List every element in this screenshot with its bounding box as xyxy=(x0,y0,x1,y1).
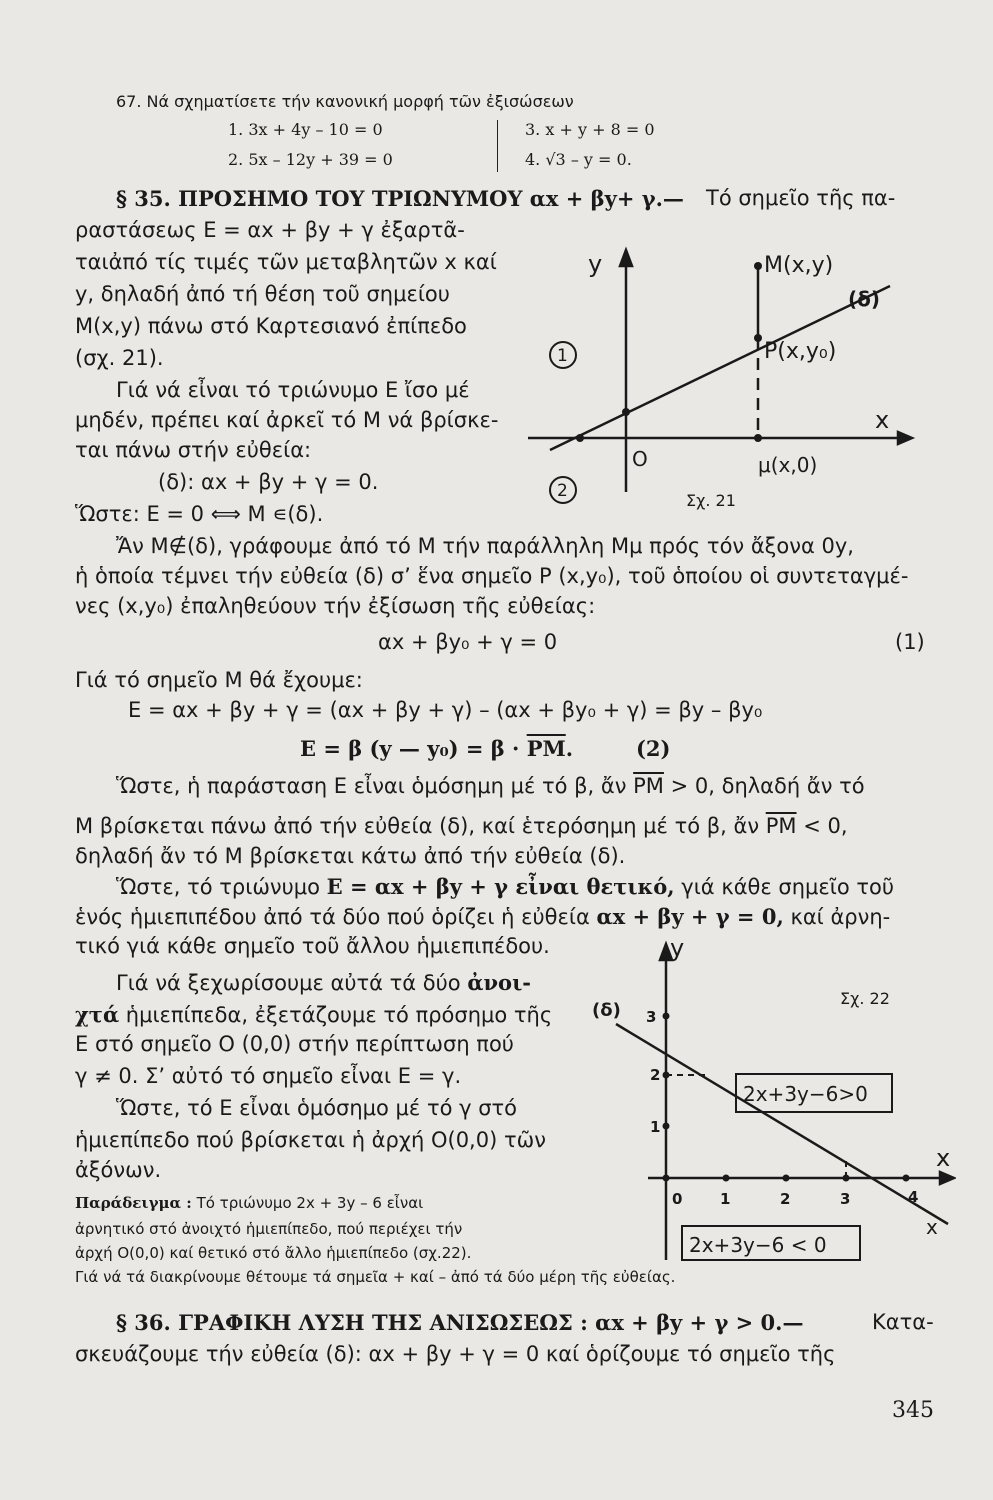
text-part: < 0, xyxy=(796,814,848,838)
fig22-x-label: x xyxy=(936,1144,951,1172)
figure-21 xyxy=(520,230,920,515)
text-line: μηδέν, πρέπει καί ἀρκεῖ τό Μ νά βρίσκε- xyxy=(75,408,499,432)
y-intercept-dot xyxy=(622,408,630,416)
text-line: Γιά τό σημεῖο Μ θά ἔχουμε: xyxy=(75,668,363,692)
text-bold: ἀνοι- xyxy=(467,970,531,995)
text-line xyxy=(116,970,531,995)
y-axis-arrow xyxy=(620,250,632,266)
fig22-x-tick: 2 xyxy=(780,1190,791,1208)
text-line: σκευάζουμε τήν εὐθεία (δ): αx + βy + γ = 0 καί ὁρίζουμε τό σημεῖο τῆς xyxy=(75,1342,836,1366)
text-line: ται πάνω στήν εὐθεία: xyxy=(75,438,312,462)
text-part: Ὥστε, ἡ παράσταση Ε εἶναι ὁμόσημη μέ τό β, ἄν xyxy=(116,774,634,798)
equation-2-vector: $\overline{PM}$ xyxy=(526,736,566,761)
text-line: ταιἀπό τίς τιμές τῶν μεταβλητῶν x καί xyxy=(75,250,497,274)
fig22-box-negative-text: 2x+3y−6 < 0 xyxy=(689,1233,827,1257)
text-line: δηλαδή ἄν τό Μ βρίσκεται κάτω ἀπό τήν εὐθεία (δ). xyxy=(75,844,626,868)
text-line: Ὥστε, τό Ε εἶναι ὁμόσημο μέ τό γ στό xyxy=(116,1096,518,1120)
text-bold: αx + βy + γ = 0, xyxy=(596,904,784,929)
text-line xyxy=(75,904,890,929)
fig22-y-label: y xyxy=(670,934,685,962)
figure-22 xyxy=(588,930,956,1272)
text-line: Ε στό σημεῖο Ο (0,0) στήν περίπτωση πού xyxy=(75,1032,514,1056)
fig22-x-tick: 4 xyxy=(908,1188,919,1206)
example-line xyxy=(75,1194,423,1212)
tick-dot xyxy=(663,1013,670,1020)
exercise-eq-4: 4. √3 – y = 0. xyxy=(525,150,632,169)
exercise-eq-1: 1. 3x + 4y – 10 = 0 xyxy=(228,120,383,139)
text-line xyxy=(75,1002,552,1027)
fig22-y-tick: 3 xyxy=(646,1008,657,1026)
fig22-x-tick: 0 xyxy=(672,1190,683,1208)
fig21-region-2-label: 2 xyxy=(557,481,568,501)
text-line: Ἄν Μ∉(δ), γράφουμε ἀπό τό Μ τήν παράλληλη Μμ πρός τόν ἄξονα 0y, xyxy=(116,534,854,558)
x-axis-arrow xyxy=(940,1172,954,1184)
fig22-x-tick: 3 xyxy=(840,1190,851,1208)
fig22-line-label: (δ) xyxy=(592,1000,621,1021)
fig21-region-1-label: 1 xyxy=(557,346,568,366)
equation-2-number: (2) xyxy=(636,736,671,761)
text-bold: Ε = αx + βy + γ εἶναι θετικό, xyxy=(326,874,675,899)
fig22-line-end-label: x xyxy=(926,1215,938,1239)
text-line: Γιά νά εἶναι τό τριώνυμο Ε ἴσο μέ xyxy=(116,378,470,402)
point-M-dot xyxy=(754,262,762,270)
text-line: ἡ ὁποία τέμνει τήν εὐθεία (δ) σ’ ἕνα σημεῖο Ρ (x,y₀), τοῦ ὁποίου οἱ συντεταγμέ- xyxy=(75,564,909,588)
section-35-line1-tail: Τό σημεῖο τῆς πα- xyxy=(706,186,896,210)
tick-dot xyxy=(783,1175,790,1182)
fig21-origin-label: O xyxy=(632,447,648,471)
text-line: γ ≠ 0. Σ’ αὐτό τό σημεῖο εἶναι Ε = γ. xyxy=(75,1064,462,1088)
text-bold: χτά xyxy=(75,1002,120,1027)
fig21-y-label: y xyxy=(588,250,603,278)
line-equation: (δ): αx + βy + γ = 0. xyxy=(158,470,379,494)
equation-1-number: (1) xyxy=(895,630,925,654)
tick-dot xyxy=(663,1072,670,1079)
fig22-y-tick: 2 xyxy=(650,1066,661,1084)
point-mu-dot xyxy=(754,434,762,442)
text-part: Ὥστε, τό τριώνυμο xyxy=(116,875,327,899)
exercise-eq-2: 2. 5x – 12y + 39 = 0 xyxy=(228,150,393,169)
example-line: ἀρχή Ο(0,0) καί θετικό στό ἄλλο ἡμιεπίπεδο (σχ.22). xyxy=(75,1244,472,1262)
text-line xyxy=(116,874,894,899)
page-number: 345 xyxy=(892,1398,934,1423)
text-part: ἡμιεπίπεδα, ἐξετάζουμε τό πρόσημο τῆς xyxy=(119,1003,553,1027)
exercise-67-heading: 67. Νά σχηματίσετε τήν κανονική μορφή τῶν ἐξισώσεων xyxy=(116,92,574,111)
fig22-y-tick: 1 xyxy=(650,1118,661,1136)
example-line: Γιά νά τά διακρίνουμε θέτουμε τά σημεῖα + καί – ἀπό τά δύο μέρη τῆς εὐθείας. xyxy=(75,1268,676,1286)
fig21-line-label: (δ) xyxy=(848,287,881,311)
fig21-point-mu-label: μ(x,0) xyxy=(758,453,818,477)
text-part: καί ἀρνη- xyxy=(783,905,891,929)
fig22-x-tick: 1 xyxy=(720,1190,731,1208)
equation-long: Ε = αx + βy + γ = (αx + βy + γ) – (αx + βy₀ + γ) = βy – βy₀ xyxy=(128,698,763,722)
x-intercept-dot xyxy=(576,434,584,442)
text-line: ἡμιεπίπεδο πού βρίσκεται ἡ ἀρχή Ο(0,0) τῶν xyxy=(75,1128,546,1152)
text-line: νες (x,y₀) ἐπαληθεύουν τήν ἐξίσωση τῆς εὐθείας: xyxy=(75,594,596,618)
x-axis-arrow xyxy=(898,432,912,444)
text-part: Τό τριώνυμο 2x + 3y – 6 εἶναι xyxy=(191,1194,424,1212)
fig21-caption: Σχ. 21 xyxy=(686,491,736,510)
text-part: ἑνός ἡμιεπιπέδου ἀπό τά δύο πού ὁρίζει ἡ εὐθεία xyxy=(75,905,597,929)
equation-2-end: . xyxy=(565,736,574,761)
equation-2-part: Ε = β (y — y₀) = β · xyxy=(300,736,527,761)
fig21-x-label: x xyxy=(875,406,890,434)
text-line: (σχ. 21). xyxy=(75,346,164,370)
tick-dot xyxy=(723,1175,730,1182)
fig21-point-M-label: M(x,y) xyxy=(764,253,834,278)
fig22-box-positive-text: 2x+3y−6>0 xyxy=(743,1082,868,1106)
section-36-title: § 36. ΓΡΑΦΙΚΗ ΛΥΣΗ ΤΗΣ ΑΝΙΣΩΣΕΩΣ : αx + βy + γ > 0.— xyxy=(116,1310,804,1335)
tick-dot xyxy=(663,1123,670,1130)
text-part: Γιά νά ξεχωρίσουμε αὐτά τά δύο xyxy=(116,971,468,995)
equation-1: αx + βy₀ + γ = 0 xyxy=(378,630,558,654)
fig22-caption: Σχ. 22 xyxy=(840,989,890,1008)
text-line: ραστάσεως Ε = αx + βy + γ ἐξαρτᾶ- xyxy=(75,218,465,242)
exercise-eq-3: 3. x + y + 8 = 0 xyxy=(525,120,655,139)
section-35-title: § 35. ΠΡΟΣΗΜΟ ΤΟΥ ΤΡΙΩΝΥΜΟΥ αx + βy+ γ.— xyxy=(116,186,684,211)
text-line: y, δηλαδή ἀπό τή θέση τοῦ σημείου xyxy=(75,282,450,306)
text-line: Μ(x,y) πάνω στό Καρτεσιανό ἐπίπεδο xyxy=(75,314,467,338)
equivalence-line: Ὥστε: Ε = 0 ⟺ Μ ∊(δ). xyxy=(75,502,324,526)
text-line: ἀξόνων. xyxy=(75,1158,162,1182)
line-delta xyxy=(550,286,890,450)
section-36-tail: Κατα- xyxy=(872,1310,934,1334)
example-line: ἀρνητικό στό ἀνοιχτό ἡμιεπίπεδο, πού περιέχει τήν xyxy=(75,1220,463,1238)
text-part: > 0, δηλαδή ἄν τό xyxy=(663,774,865,798)
point-P-dot xyxy=(754,334,762,342)
tick-dot xyxy=(843,1175,850,1182)
vector-PM: $\overline{PM}$ xyxy=(633,774,664,798)
vector-PM: $\overline{PM}$ xyxy=(765,814,797,838)
exercise-divider xyxy=(497,120,498,172)
example-label: Παράδειγμα : xyxy=(75,1194,192,1212)
text-line xyxy=(75,814,848,838)
equation-2 xyxy=(300,736,573,761)
tick-dot xyxy=(903,1175,910,1182)
fig21-point-P-label: P(x,y₀) xyxy=(764,339,837,364)
text-line: τικό γιά κάθε σημεῖο τοῦ ἄλλου ἡμιεπιπέδου. xyxy=(75,934,550,958)
text-part: γιά κάθε σημεῖο τοῦ xyxy=(674,875,895,899)
text-part: Μ βρίσκεται πάνω ἀπό τήν εὐθεία (δ), καί ἑτερόσημη μέ τό β, ἄν xyxy=(75,814,766,838)
text-line xyxy=(116,774,865,798)
tick-dot xyxy=(663,1175,670,1182)
